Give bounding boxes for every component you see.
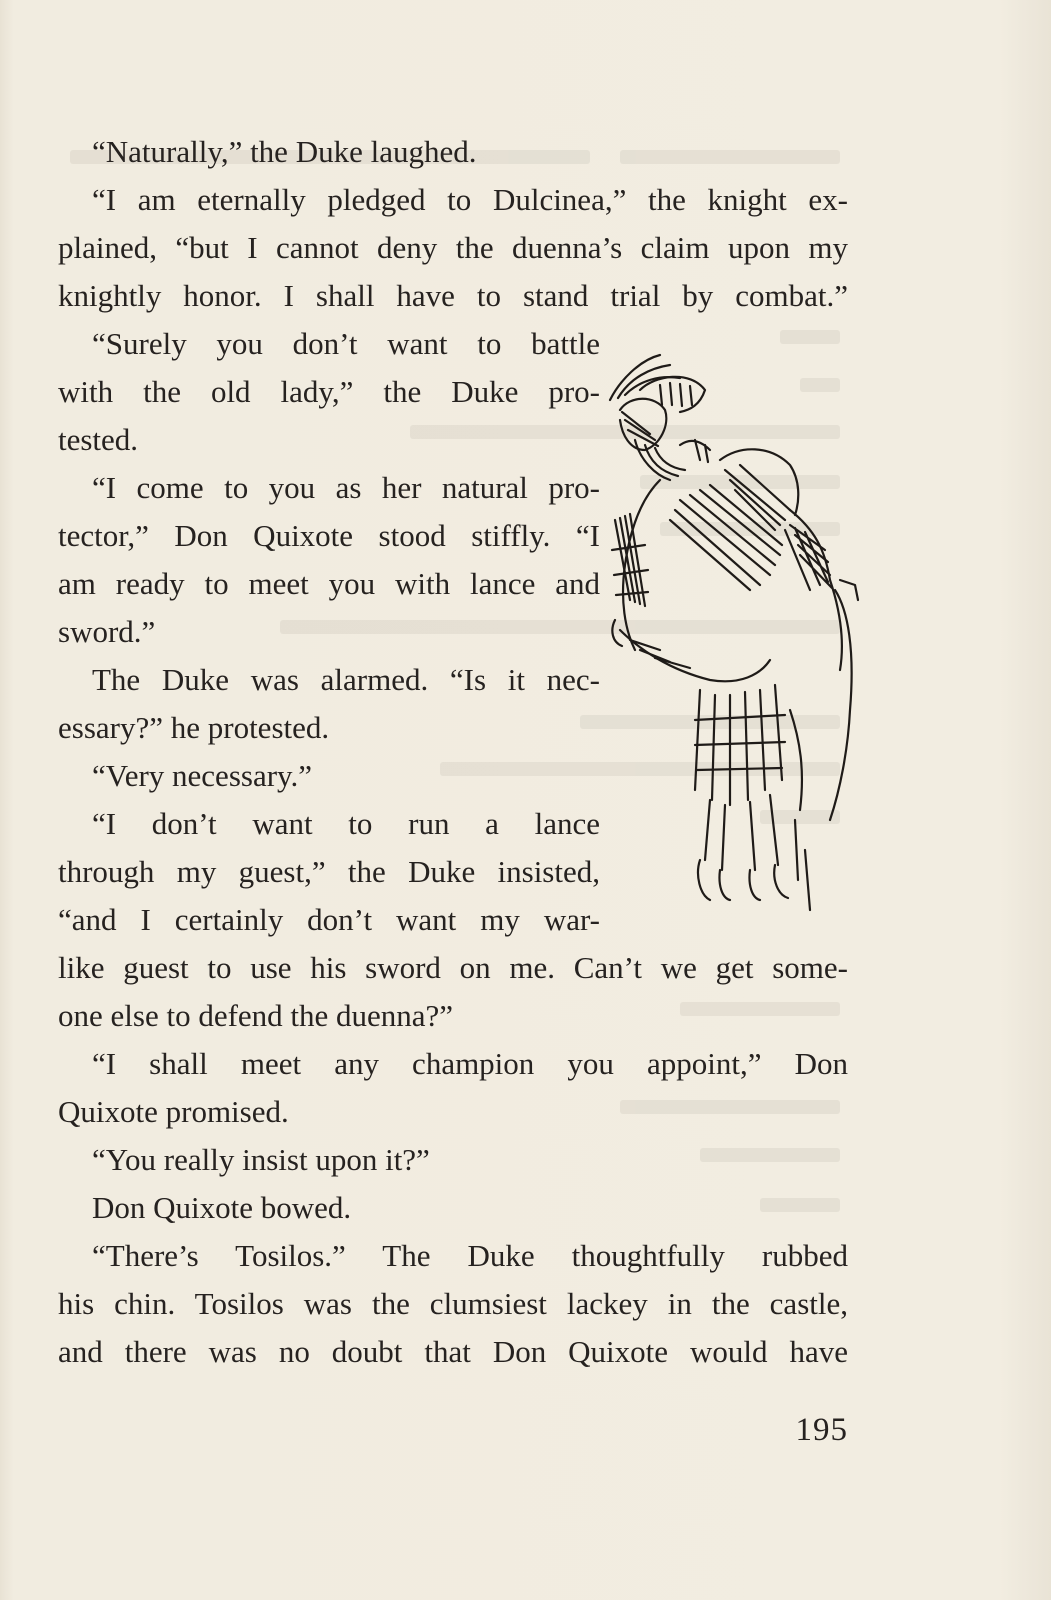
text-line: “You really insist upon it?” <box>92 1142 430 1177</box>
text-line: knightly honor. I shall have to stand trial by combat.” <box>58 278 848 313</box>
text-line: plained, “but I cannot deny the duenna’s claim upon my <box>58 230 848 265</box>
text-line: tested. <box>58 422 139 457</box>
knight-illustration <box>600 350 880 950</box>
text-line: Don Quixote bowed. <box>92 1190 352 1225</box>
text-line: “I am eternally pledged to Dulcinea,” the knight ex- <box>92 182 848 217</box>
text-line: “Surely you don’t want to battle <box>92 326 600 361</box>
text-line: am ready to meet you with lance and <box>58 566 600 601</box>
text-line: Quixote promised. <box>58 1094 289 1129</box>
text-line: and there was no doubt that Don Quixote would have <box>58 1334 848 1369</box>
text-line: “and I certainly don’t want my war- <box>58 902 600 937</box>
text-line: sword.” <box>58 614 156 649</box>
text-line: with the old lady,” the Duke pro- <box>58 374 600 409</box>
text-line: “Naturally,” the Duke laughed. <box>92 134 477 169</box>
text-line: through my guest,” the Duke insisted, <box>58 854 600 889</box>
text-line: tector,” Don Quixote stood stiffly. “I <box>58 518 600 553</box>
text-line: one else to defend the duenna?” <box>58 998 454 1033</box>
text-line: his chin. Tosilos was the clumsiest lackey in the castle, <box>58 1286 848 1321</box>
text-line: “Very necessary.” <box>92 758 313 793</box>
page-number: 195 <box>795 1412 848 1448</box>
text-line: “I don’t want to run a lance <box>92 806 600 841</box>
text-line: like guest to use his sword on me. Can’t we get some- <box>58 950 848 985</box>
text-line: The Duke was alarmed. “Is it nec- <box>92 662 600 697</box>
text-line: essary?” he protested. <box>58 710 330 745</box>
text-line: “I come to you as her natural pro- <box>92 470 600 505</box>
text-line: “I shall meet any champion you appoint,” Don <box>92 1046 848 1081</box>
text-line: “There’s Tosilos.” The Duke thoughtfully rubbed <box>92 1238 848 1273</box>
